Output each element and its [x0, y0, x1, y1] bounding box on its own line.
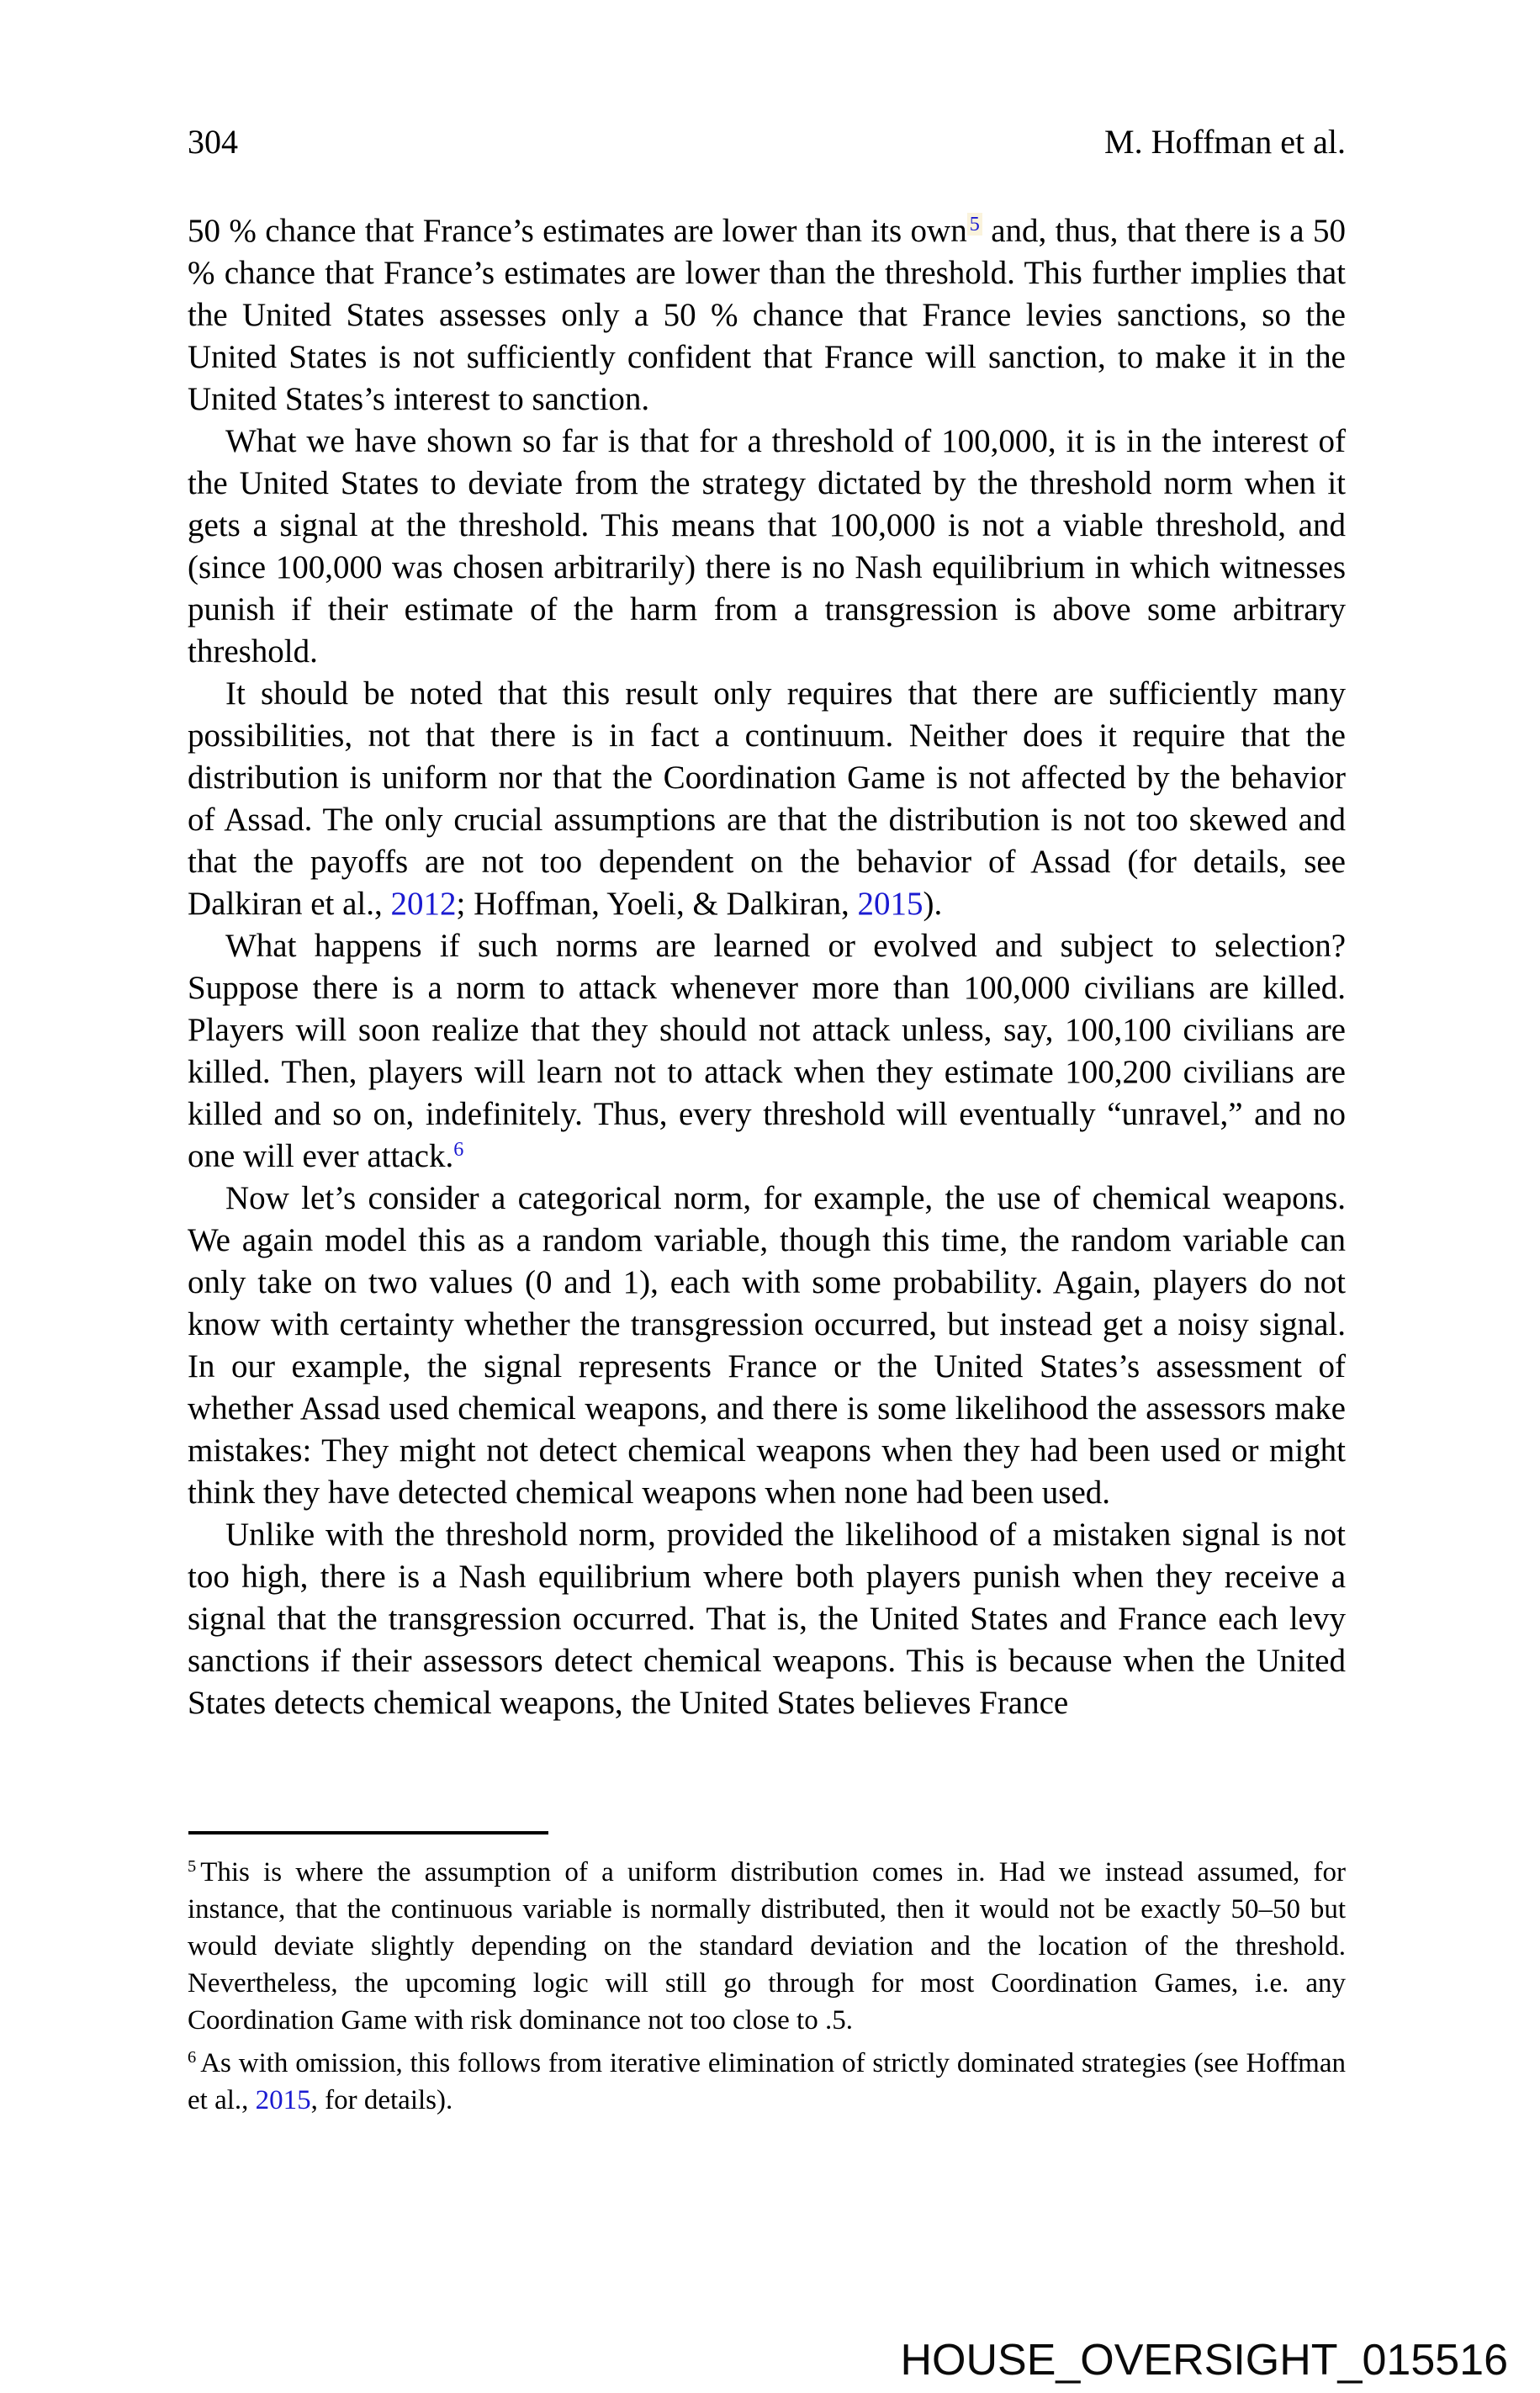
citation-link[interactable]: 2012	[390, 886, 457, 922]
paragraph	[188, 210, 1346, 421]
text-run: ).	[923, 886, 943, 922]
text-run: What we have shown so far is that for a threshold of 100,000, it is in the interest of the United States to deviate from the strategy dictated by the threshold norm when it gets a signal at the threshold. This means that 100,000 is not a viable threshold, and (since 100,000 was chosen arbitrarily) there is no Nash equilibrium in which witnesses punish if their estimate of the harm from a transgression is above some arbitrary threshold.	[188, 423, 1346, 670]
paragraph	[188, 673, 1346, 925]
text-run: Now let’s consider a categorical norm, for example, the use of chemical weapons. We again model this as a random variable, though this time, the random variable can only take on two values (0 and 1), each with some probability. Again, players do not know with certainty whether the transgression occurred, but instead get a noisy signal. In our example, the signal represents France or the United States’s assessment of whether Assad used chemical weapons, and there is some likelihood the assessors make mistakes: They might not detect chemical weapons when they had been used or might think they have detected chemical weapons when none had been used.	[188, 1180, 1346, 1511]
paragraph	[188, 1514, 1346, 1724]
footnote-ref-link[interactable]: 5	[967, 213, 982, 236]
footnote-marker: 6	[188, 2048, 197, 2067]
text-run: As with omission, this follows from iterative elimination of strictly dominated strategies (see Hoffman et al.,	[188, 2048, 1346, 2115]
footnote	[188, 1854, 1346, 2039]
text-run: What happens if such norms are learned or evolved and subject to selection? Suppose there is a norm to attack whenever more than 100,000 civilians are killed. Players will soon realize that they should not attack unless, say, 100,100 civilians are killed. Then, players will learn not to attack when they estimate 100,200 civilians are killed and so on, indefinitely. Thus, every threshold will eventually “unravel,” and no one will ever attack.	[188, 928, 1346, 1174]
text-run: 50 % chance that France’s estimates are lower than its own	[188, 213, 967, 249]
footnote	[188, 2045, 1346, 2119]
text-run: , for details).	[310, 2085, 453, 2115]
footnote-marker: 5	[188, 1857, 197, 1877]
watermark-text: HOUSE_OVERSIGHT_015516	[900, 2336, 1508, 2385]
paragraph	[188, 1178, 1346, 1514]
footnote-rule	[188, 1831, 548, 1834]
text-run: Unlike with the threshold norm, provided the likelihood of a mistaken signal is not too high, there is a Nash equilibrium where both players punish when they receive a signal that the transgression occurred. That is, the United States and France each levy sanctions if their assessors detect chemical weapons. This is because when the United States detects chemical weapons, the United States believes France	[188, 1517, 1346, 1721]
page-number: 304	[188, 123, 238, 161]
page-header	[188, 123, 1346, 161]
citation-link[interactable]: 2015	[255, 2085, 311, 2115]
footnote-ref-link[interactable]: 6	[453, 1138, 464, 1162]
paragraph	[188, 421, 1346, 673]
running-head: M. Hoffman et al.	[1104, 123, 1346, 161]
text-run: ; Hoffman, Yoeli, & Dalkiran,	[456, 886, 858, 922]
text-run: It should be noted that this result only requires that there are sufficiently many possibilities, not that there is in fact a continuum. Neither does it require that the distribution is uniform nor that the Coordination Game is not affected by the behavior of Assad. The only crucial assumptions are that the distribution is not too skewed and that the payoffs are not too dependent on the behavior of Assad (for details, see Dalkiran et al.,	[188, 675, 1346, 922]
body-text	[188, 210, 1346, 1724]
footnotes	[188, 1854, 1346, 2119]
text-run: and, thus, that there is a 50 % chance that France’s estimates are lower than the threshold. This further implies that the United States assesses only a 50 % chance that France levies sanctions, so the United States is not sufficiently confident that France will sanction, to make it in the United States’s interest to sanction.	[188, 213, 1346, 417]
text-run: This is where the assumption of a uniform distribution comes in. Had we instead assumed, for instance, that the continuous variable is normally distributed, then it would not be exactly 50–50 but would deviate slightly depending on the standard deviation and the location of the threshold. Nevertheless, the upcoming logic will still go through for most Coordination Games, i.e. any Coordination Game with risk dominance not too close to .5.	[188, 1857, 1346, 2036]
paragraph	[188, 925, 1346, 1178]
citation-link[interactable]: 2015	[857, 886, 923, 922]
